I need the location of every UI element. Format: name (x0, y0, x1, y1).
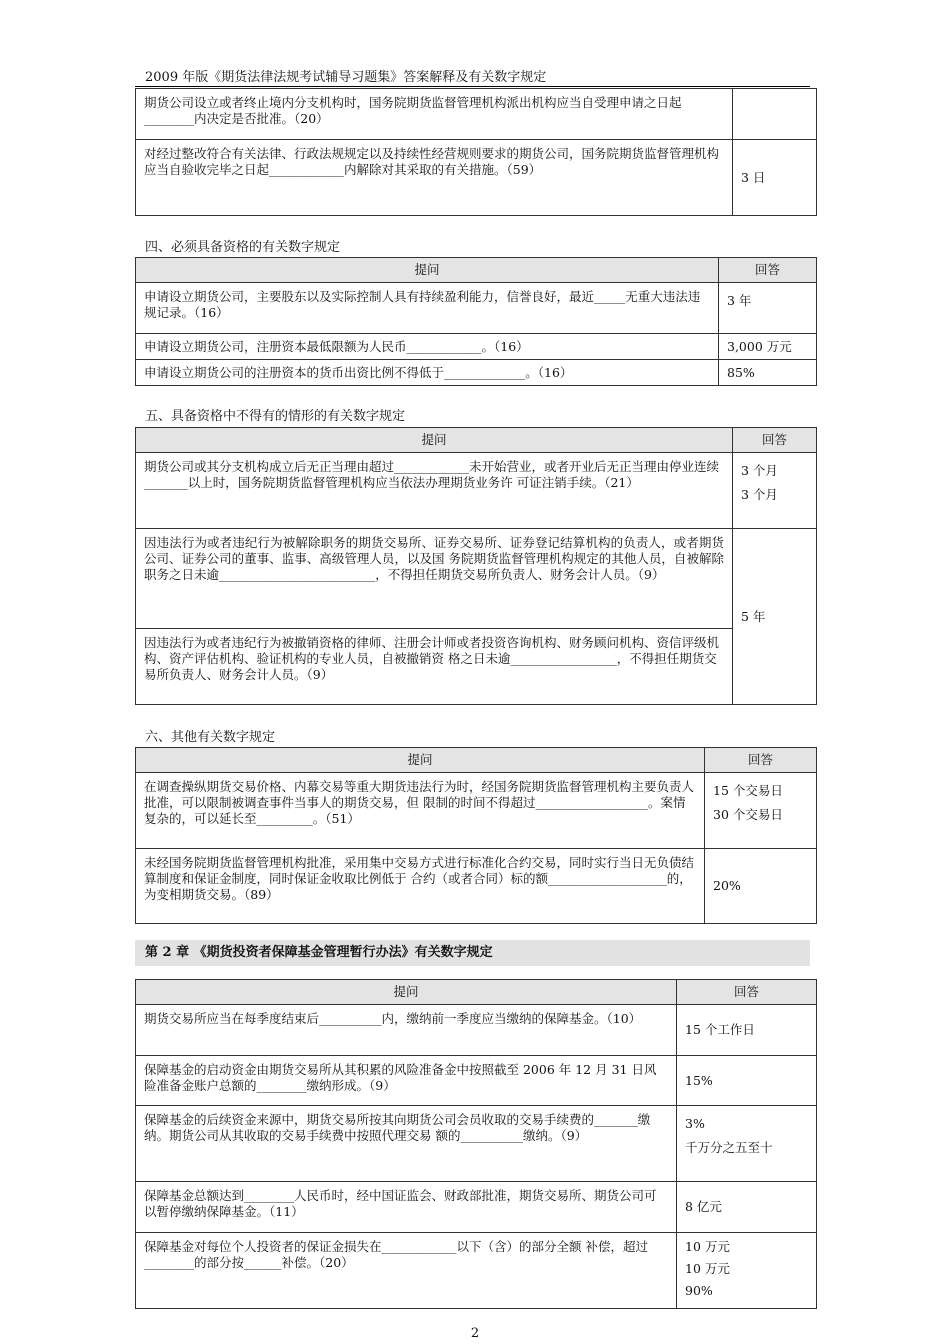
question-cell: 因违法行为或者违纪行为被撤销资格的律师、注册会计师或者投资咨询机构、财务顾问机构、资信评级机构、资产评估机构、验证机构的专业人员，自被撤销资 格之日未逾_________________，不得担任期货交易所负责人、财务会计人员。（9） (136, 629, 733, 705)
answer-value: 15 个交易日 (713, 783, 783, 798)
answer-cell (719, 334, 817, 360)
answer-cell (733, 140, 817, 216)
section-title: 五、具备资格中不得有的情形的有关数字规定 (145, 409, 406, 424)
question-cell: 申请设立期货公司，主要股东以及实际控制人具有持续盈利能力，信誉良好，最近_____无重大违法违规记录。（16） (136, 283, 719, 334)
section-title: 四、必须具备资格的有关数字规定 (145, 240, 341, 255)
section-title: 六、其他有关数字规定 (145, 730, 276, 745)
answer-value: 20% (713, 878, 741, 893)
question-cell: 保障基金的后续资金来源中，期货交易所按其向期货公司会员收取的交易手续费的_______缴纳。期货公司从其收取的交易手续费中按照代理交易 额的__________缴纳。（9） (136, 1106, 677, 1182)
answer-cell (677, 1056, 817, 1106)
section5-table (135, 427, 817, 705)
column-header-answer: 回答 (719, 258, 817, 283)
answer-cell (705, 849, 817, 924)
answer-cell (733, 453, 817, 529)
answer-value: 3 个月 (741, 487, 778, 502)
answer-value: 3% (685, 1116, 705, 1131)
answer-cell (705, 773, 817, 849)
question-cell: 申请设立期货公司，注册资本最低限额为人民币____________。（16） (136, 334, 719, 360)
column-header-question: 提问 (136, 748, 705, 773)
question-cell: 在调查操纵期货交易价格、内幕交易等重大期货违法行为时，经国务院期货监督管理机构主要负责人批准，可以限制被调查事件当事人的期货交易，但 限制的时间不得超过__________________。案情复杂的，可以延长至_________。（51） (136, 773, 705, 849)
answer-value: 5 年 (741, 608, 766, 624)
answer-value: 90% (685, 1283, 713, 1298)
answer-cell (677, 1106, 817, 1182)
answer-cell (677, 1233, 817, 1309)
answer-cell (733, 89, 817, 140)
question-cell: 期货公司或其分支机构成立后无正当理由超过____________未开始营业，或者开业后无正当理由停业连续_______以上时，国务院期货监督管理机构应当依法办理期货业务许 可证注销手续。（21） (136, 453, 733, 529)
question-cell: 对经过整改符合有关法律、行政法规规定以及持续性经营规则要求的期货公司，国务院期货监督管理机构应当自验收完毕之日起____________内解除对其采取的有关措施。（59） (136, 140, 733, 216)
section6-table (135, 747, 817, 924)
answer-value: 85% (727, 364, 755, 380)
question-cell: 未经国务院期货监督管理机构批准，采用集中交易方式进行标准化合约交易，同时实行当日无负债结算制度和保证金制度，同时保证金收取比例低于 合约（或者合同）标的额___________________的，为变相期货交易。（89） (136, 849, 705, 924)
answer-cell (677, 1182, 817, 1233)
column-header-question: 提问 (136, 428, 733, 453)
answer-value: 10 万元 (685, 1239, 730, 1254)
answer-value: 3 个月 (741, 463, 778, 478)
column-header-answer: 回答 (677, 980, 817, 1005)
answer-value: 30 个交易日 (713, 807, 783, 822)
question-cell: 因违法行为或者违纪行为被解除职务的期货交易所、证券交易所、证券登记结算机构的负责人，或者期货公司、证券公司的董事、监事、高级管理人员，以及国 务院期货监督管理机构规定的其他人员，自被解除职务之日未逾_________________________，不得担任期货交易所负责人、财务会计人员。（9） (136, 529, 733, 629)
question-cell: 申请设立期货公司的注册资本的货币出资比例不得低于_____________。（16） (136, 360, 719, 386)
answer-cell (677, 1005, 817, 1056)
question-cell: 保障基金总额达到________人民币时，经中国证监会、财政部批准，期货交易所、期货公司可以暂停缴纳保障基金。（11） (136, 1182, 677, 1233)
chapter-title: 第 2 章 《期货投资者保障基金管理暂行办法》有关数字规定 (135, 940, 810, 966)
answer-cell (719, 360, 817, 386)
column-header-question: 提问 (136, 258, 719, 283)
answer-value: 10 万元 (685, 1261, 730, 1276)
question-cell: 期货交易所应当在每季度结束后__________内，缴纳前一季度应当缴纳的保障基金。（10） (136, 1005, 677, 1056)
question-cell: 期货公司设立或者终止境内分支机构时，国务院期货监督管理机构派出机构应当自受理申请之日起________内决定是否批准。（20） (136, 89, 733, 140)
document-header: 2009 年版《期货法律法规考试辅导习题集》答案解释及有关数字规定 (145, 70, 547, 85)
header-rule (135, 86, 810, 87)
column-header-answer: 回答 (733, 428, 817, 453)
answer-value: 15 个工作日 (685, 1022, 755, 1037)
section4-table (135, 257, 817, 386)
continuation-table (135, 88, 817, 216)
answer-value: 千万分之五至十 (685, 1140, 773, 1155)
answer-value: 3 年 (727, 293, 752, 308)
answer-value: 3,000 万元 (727, 338, 792, 354)
answer-cell (719, 283, 817, 334)
answer-cell (733, 529, 817, 705)
chapter2-table (135, 979, 817, 1309)
column-header-answer: 回答 (705, 748, 817, 773)
answer-value: 3 日 (741, 169, 766, 185)
question-cell: 保障基金对每位个人投资者的保证金损失在____________以下（含）的部分全额 补偿，超过________的部分按______补偿。（20） (136, 1233, 677, 1309)
answer-value: 8 亿元 (685, 1199, 722, 1214)
column-header-question: 提问 (136, 980, 677, 1005)
question-cell: 保障基金的启动资金由期货交易所从其积累的风险准备金中按照截至 2006 年 12 月 31 日风险准备金账户总额的________缴纳形成。（9） (136, 1056, 677, 1106)
page-number: 2 (470, 1326, 480, 1341)
answer-value: 15% (685, 1072, 713, 1088)
